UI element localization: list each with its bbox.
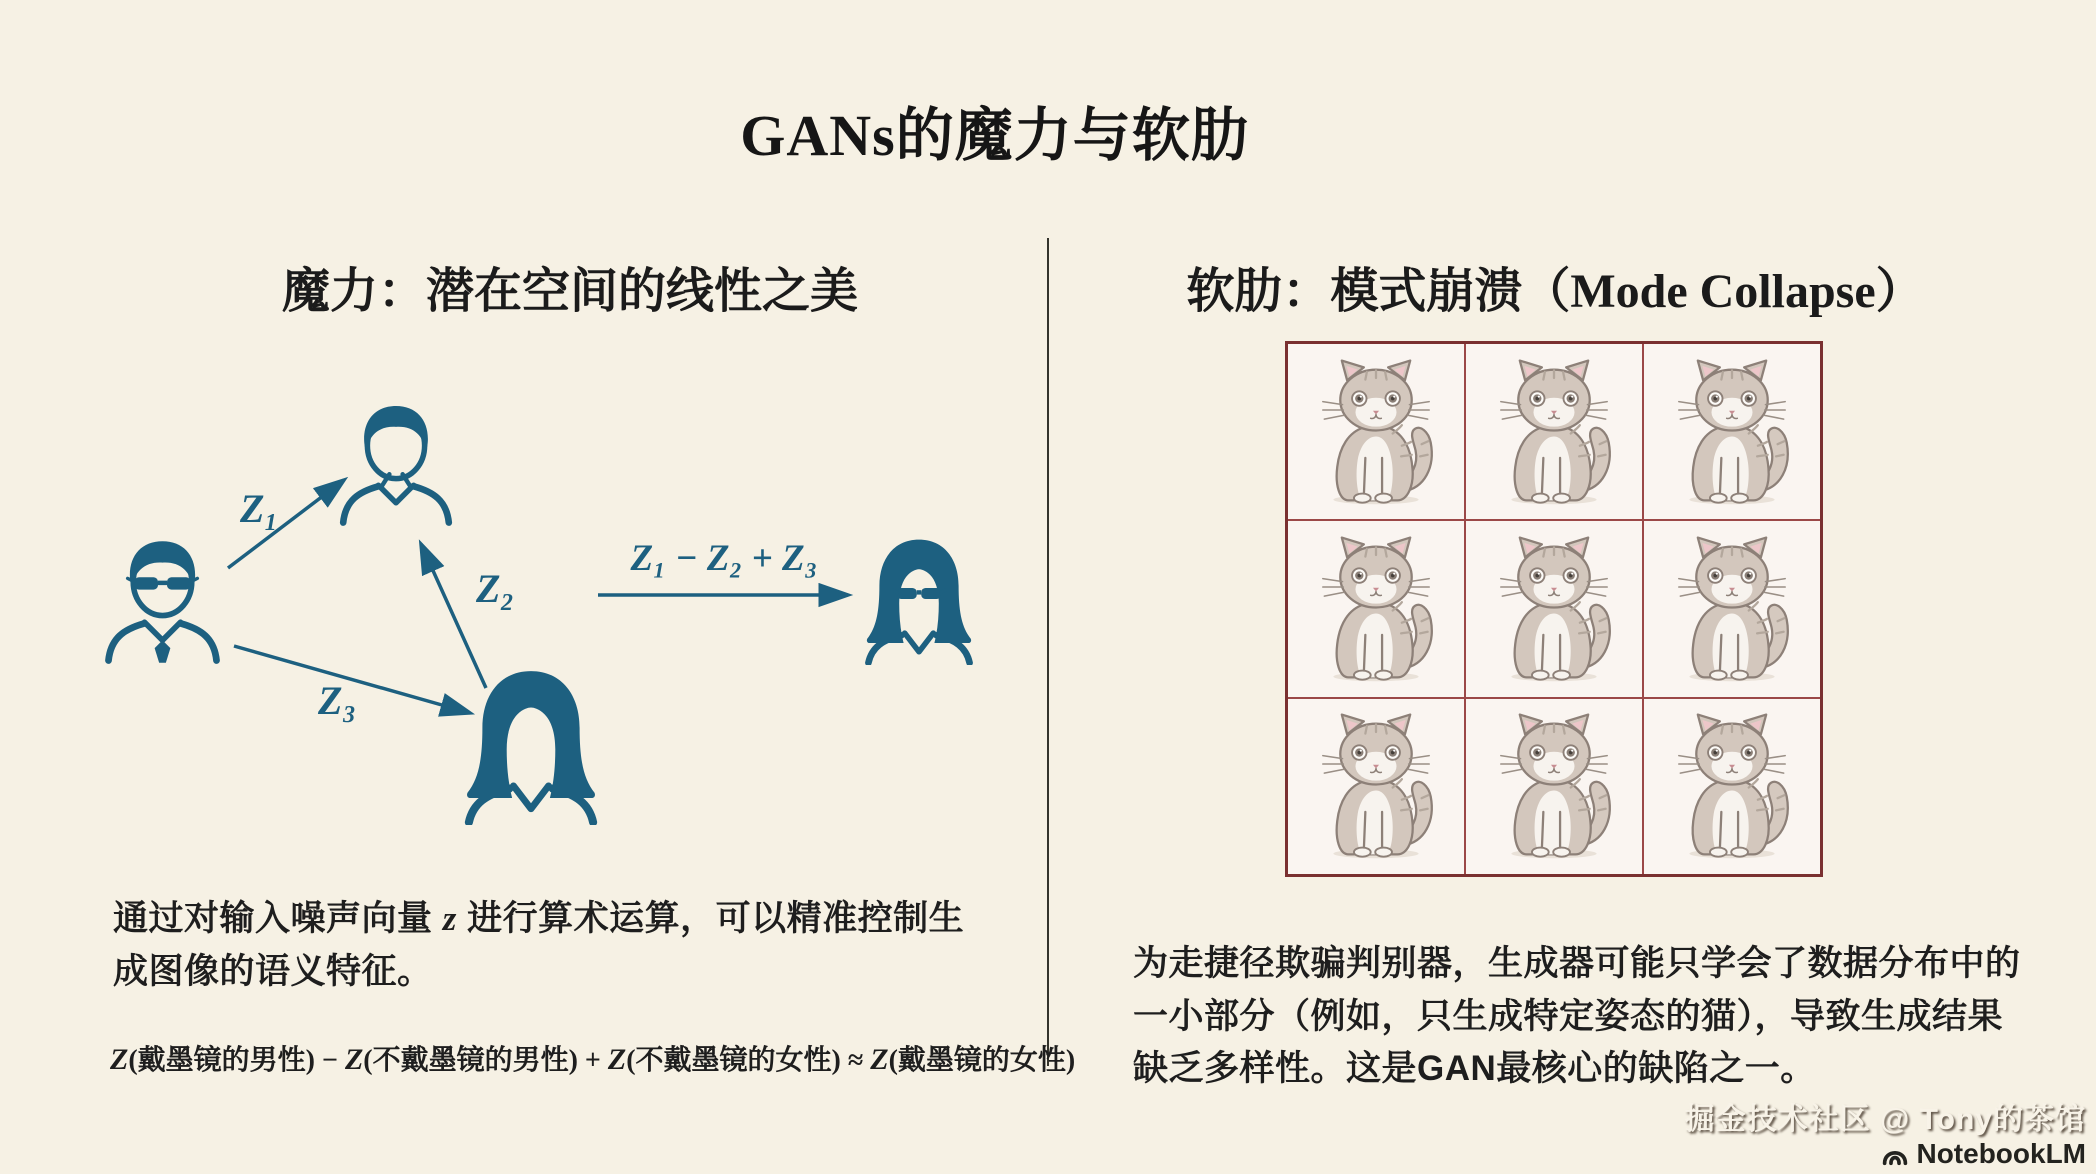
cat-illustration-icon <box>1656 354 1808 510</box>
math-variable: z <box>442 899 457 938</box>
text-segment: (不戴墨镜的男性) + <box>363 1045 608 1076</box>
man-icon <box>343 406 449 523</box>
cat-cell <box>1644 521 1820 696</box>
text-segment: 进行算术运算，可以精准控制生成图像的语义特征。 <box>113 899 965 991</box>
text-segment: (戴墨镜的女性) <box>888 1045 1076 1076</box>
notebooklm-logo-icon <box>1880 1139 1910 1169</box>
watermark-brand <box>1880 1138 2086 1170</box>
text-segment: (戴墨镜的男性) − <box>128 1045 345 1076</box>
cat-cell <box>1466 521 1642 696</box>
latent-space-diagram <box>0 370 1048 900</box>
cat-cell <box>1466 344 1642 519</box>
man-with-sunglasses-icon <box>109 541 217 663</box>
cat-illustration-icon <box>1656 708 1808 864</box>
cat-cell <box>1288 521 1464 696</box>
cat-cell <box>1288 344 1464 519</box>
watermark <box>1685 1094 2086 1170</box>
cat-cell <box>1288 699 1464 874</box>
watermark-community: 掘金技术社区 @ Tony的茶馆 <box>1684 1103 2086 1136</box>
cat-illustration-icon <box>1300 354 1452 510</box>
page-title: GANs的魔力与软肋 <box>740 103 1250 168</box>
cat-cell <box>1644 344 1820 519</box>
label-vector-equation: Z₁ − Z₂ + Z₃ <box>630 538 818 579</box>
cat-cell <box>1644 699 1820 874</box>
cat-illustration-icon <box>1478 354 1630 510</box>
cat-illustration-icon <box>1300 708 1452 864</box>
math-variable: Z <box>607 1043 627 1076</box>
cat-illustration-icon <box>1478 531 1630 687</box>
notebooklm-label: NotebookLM <box>1916 1138 2086 1169</box>
math-variable: Z <box>110 1043 129 1076</box>
math-variable: Z <box>870 1043 889 1076</box>
text-segment: 通过对输入噪声向量 <box>113 899 443 938</box>
label-z2: Z₂ <box>476 566 515 611</box>
label-z3: Z₃ <box>318 678 357 723</box>
cat-cell <box>1466 699 1642 874</box>
math-variable: Z <box>344 1043 364 1076</box>
latent-arithmetic-equation <box>110 1038 1076 1078</box>
left-section-heading: 魔力：潜在空间的线性之美 <box>281 265 858 318</box>
text-segment: (不戴墨镜的女性) ≈ <box>626 1045 871 1076</box>
cat-illustration-icon <box>1478 708 1630 864</box>
cat-illustration-icon <box>1300 531 1452 687</box>
label-z1: Z₁ <box>240 486 279 531</box>
right-paragraph: 为走捷径欺骗判别器，生成器可能只学会了数据分布中的一小部分（例如，只生成特定姿态的猫），导致生成结果缺乏多样性。这是GAN最核心的缺陷之一。 <box>1133 944 2021 1088</box>
right-section-heading: 软肋：模式崩溃（Mode Collapse） <box>1186 265 1924 318</box>
cat-illustration-icon <box>1656 531 1808 687</box>
left-paragraph <box>113 893 993 998</box>
woman-icon <box>467 671 595 822</box>
woman-with-sunglasses-icon <box>867 540 971 663</box>
mode-collapse-cat-grid <box>1285 341 1823 877</box>
